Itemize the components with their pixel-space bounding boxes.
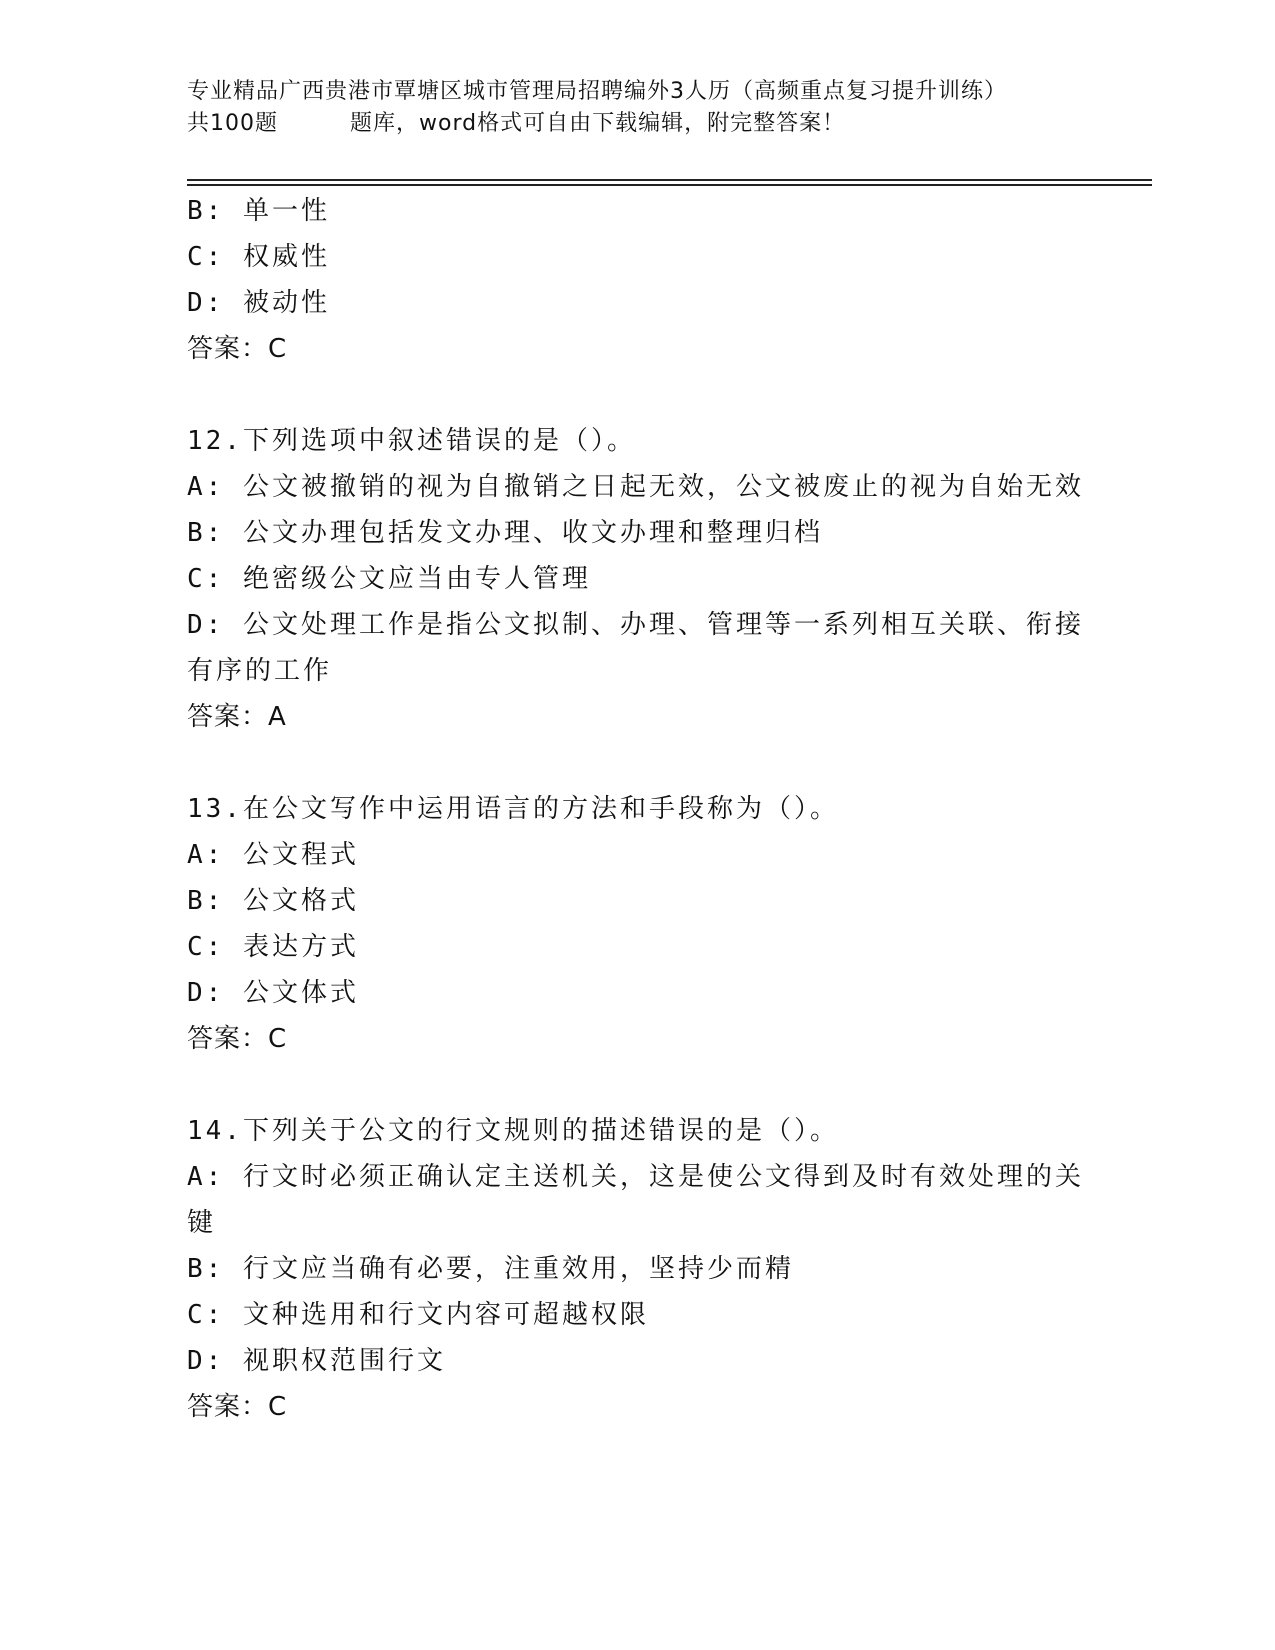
option-a-continuation: 键 — [187, 1208, 217, 1238]
question-spacer — [187, 1062, 1087, 1108]
option-d: D: 公文体式 — [187, 978, 359, 1008]
question-block-14 — [187, 1108, 1087, 1430]
question-text: 13.在公文写作中运用语言的方法和手段称为（）。 — [187, 794, 839, 824]
answer-line: 答案：A — [187, 702, 287, 732]
answer-line: 答案：C — [187, 1024, 288, 1054]
question-spacer — [187, 372, 1087, 418]
question-block-12 — [187, 418, 1087, 740]
option-a: A: 公文程式 — [187, 840, 359, 870]
question-content — [187, 188, 1087, 1430]
option-c: C: 文种选用和行文内容可超越权限 — [187, 1300, 649, 1330]
option-b: B: 行文应当确有必要，注重效用，坚持少而精 — [187, 1254, 794, 1284]
option-a: A: 公文被撤销的视为自撤销之日起无效，公文被废止的视为自始无效 — [187, 472, 1084, 502]
option-c: C: 绝密级公文应当由专人管理 — [187, 564, 591, 594]
question-block-11 — [187, 188, 1087, 372]
option-b: B: 公文办理包括发文办理、收文办理和整理归档 — [187, 518, 823, 548]
header-description: 题库，word格式可自由下载编辑，附完整答案！ — [350, 111, 846, 136]
option-d: D: 被动性 — [187, 288, 330, 318]
option-c: C: 表达方式 — [187, 932, 359, 962]
header-rule-bottom — [187, 184, 1152, 186]
page-header — [187, 76, 1087, 140]
question-text: 14.下列关于公文的行文规则的描述错误的是（）。 — [187, 1116, 839, 1146]
option-d: D: 公文处理工作是指公文拟制、办理、管理等一系列相互关联、衔接 — [187, 610, 1084, 640]
answer-line: 答案：C — [187, 334, 288, 364]
option-c: C: 权威性 — [187, 242, 330, 272]
option-d-continuation: 有序的工作 — [187, 656, 333, 686]
option-d: D: 视职权范围行文 — [187, 1346, 446, 1376]
header-title-line: 专业精品广西贵港市覃塘区城市管理局招聘编外3人历（高频重点复习提升训练） — [187, 79, 1007, 104]
question-block-13 — [187, 786, 1087, 1062]
answer-line: 答案：C — [187, 1392, 288, 1422]
option-a: A: 行文时必须正确认定主送机关，这是使公文得到及时有效处理的关 — [187, 1162, 1084, 1192]
header-rule-top — [187, 179, 1152, 181]
question-text: 12.下列选项中叙述错误的是（）。 — [187, 426, 636, 456]
option-b: B: 公文格式 — [187, 886, 359, 916]
header-question-count: 共100题 — [187, 111, 278, 136]
option-b: B: 单一性 — [187, 196, 330, 226]
header-subtitle-line — [187, 108, 1087, 140]
question-spacer — [187, 740, 1087, 786]
